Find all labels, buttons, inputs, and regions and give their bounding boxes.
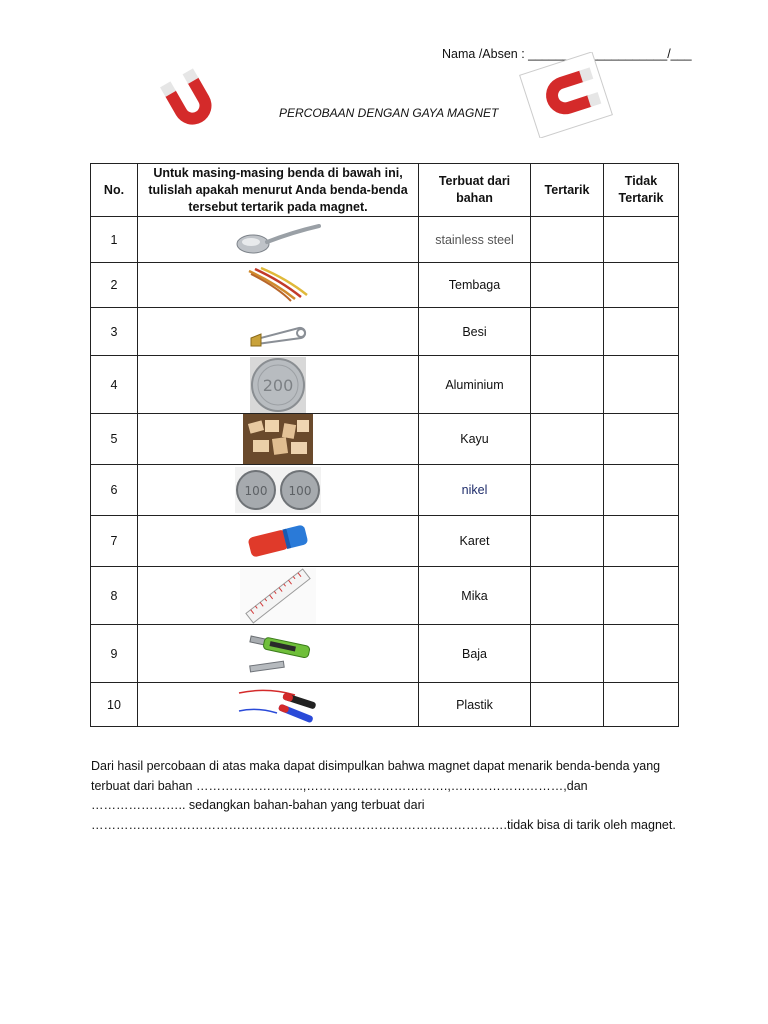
name-absen-line: Nama /Absen : ____________________/___ xyxy=(442,47,692,61)
markers-icon xyxy=(237,685,319,725)
table-row xyxy=(91,263,679,308)
material-cell: Besi xyxy=(419,308,531,356)
header-instruction: Untuk masing-masing benda di bawah ini, tulislah apakah menurut Anda benda-benda tersebut tertarik pada magnet. xyxy=(138,164,419,217)
not-attracted-check-cell[interactable] xyxy=(604,263,679,308)
item-image-cell xyxy=(138,414,419,465)
item-image-cell xyxy=(138,308,419,356)
table-row xyxy=(91,516,679,567)
table-row xyxy=(91,625,679,683)
table-row xyxy=(91,356,679,414)
item-image-cell xyxy=(138,625,419,683)
attracted-check-cell[interactable] xyxy=(531,516,604,567)
row-number: 2 xyxy=(91,263,138,308)
material-cell: Karet xyxy=(419,516,531,567)
material-cell: nikel xyxy=(419,465,531,516)
table-row xyxy=(91,567,679,625)
experiment-table xyxy=(90,163,679,727)
header-material: Terbuat dari bahan xyxy=(419,164,531,217)
copper-wire-icon xyxy=(245,265,311,305)
attracted-check-cell[interactable] xyxy=(531,217,604,263)
row-number: 3 xyxy=(91,308,138,356)
safety-pin-icon xyxy=(247,314,309,350)
attracted-check-cell[interactable] xyxy=(531,414,604,465)
table-row xyxy=(91,414,679,465)
row-number: 1 xyxy=(91,217,138,263)
attracted-check-cell[interactable] xyxy=(531,356,604,414)
svg-text:100: 100 xyxy=(244,484,268,498)
svg-text:100: 100 xyxy=(288,484,312,498)
attracted-check-cell[interactable] xyxy=(531,625,604,683)
row-number: 7 xyxy=(91,516,138,567)
table-row xyxy=(91,308,679,356)
attracted-check-cell[interactable] xyxy=(531,683,604,727)
material-cell: Aluminium xyxy=(419,356,531,414)
row-number: 9 xyxy=(91,625,138,683)
row-number: 8 xyxy=(91,567,138,625)
nickel-coins-icon xyxy=(235,467,321,513)
material-cell: Baja xyxy=(419,625,531,683)
table-row xyxy=(91,465,679,516)
row-number: 5 xyxy=(91,414,138,465)
material-cell: stainless steel xyxy=(419,217,531,263)
not-attracted-check-cell[interactable] xyxy=(604,356,679,414)
material-cell: Kayu xyxy=(419,414,531,465)
worksheet-title: PERCOBAAN DENGAN GAYA MAGNET xyxy=(279,106,499,120)
not-attracted-check-cell[interactable] xyxy=(604,414,679,465)
table-row xyxy=(91,683,679,727)
material-cell: Mika xyxy=(419,567,531,625)
row-number: 6 xyxy=(91,465,138,516)
wood-blocks-icon xyxy=(243,414,313,464)
eraser-icon xyxy=(245,519,311,563)
item-image-cell xyxy=(138,683,419,727)
spoon-icon xyxy=(233,218,323,262)
not-attracted-check-cell[interactable] xyxy=(604,567,679,625)
aluminium-coin-icon xyxy=(250,357,306,413)
header-attracted: Tertarik xyxy=(531,164,604,217)
material-cell: Plastik xyxy=(419,683,531,727)
item-image-cell xyxy=(138,356,419,414)
row-number: 4 xyxy=(91,356,138,414)
not-attracted-check-cell[interactable] xyxy=(604,683,679,727)
item-image-cell xyxy=(138,465,419,516)
not-attracted-check-cell[interactable] xyxy=(604,217,679,263)
not-attracted-check-cell[interactable] xyxy=(604,625,679,683)
not-attracted-check-cell[interactable] xyxy=(604,308,679,356)
not-attracted-check-cell[interactable] xyxy=(604,516,679,567)
header-not-attracted: Tidak Tertarik xyxy=(604,164,679,217)
attracted-check-cell[interactable] xyxy=(531,308,604,356)
attracted-check-cell[interactable] xyxy=(531,567,604,625)
attracted-check-cell[interactable] xyxy=(531,465,604,516)
table-row xyxy=(91,217,679,263)
item-image-cell xyxy=(138,217,419,263)
item-image-cell xyxy=(138,567,419,625)
ruler-icon xyxy=(240,568,316,624)
row-number: 10 xyxy=(91,683,138,727)
item-image-cell xyxy=(138,516,419,567)
conclusion-paragraph xyxy=(91,757,681,835)
item-image-cell xyxy=(138,263,419,308)
conclusion-text: Dari hasil percobaan di atas maka dapat disimpulkan bahwa magnet dapat menarik benda-benda yang terbuat dari bahan ……………………..,…………………………….,………………………,dan ………………….. sedangkan bahan-bahan yang terbuat dari ……………………………………………………………………………………….tidak bisa di tarik oleh magnet. xyxy=(91,759,676,832)
magnet-left-icon xyxy=(150,66,232,140)
svg-text:200: 200 xyxy=(262,375,294,395)
header-no: No. xyxy=(91,164,138,217)
magnet-right-icon xyxy=(516,52,616,138)
material-cell: Tembaga xyxy=(419,263,531,308)
cutter-icon xyxy=(242,632,314,676)
attracted-check-cell[interactable] xyxy=(531,263,604,308)
not-attracted-check-cell[interactable] xyxy=(604,465,679,516)
